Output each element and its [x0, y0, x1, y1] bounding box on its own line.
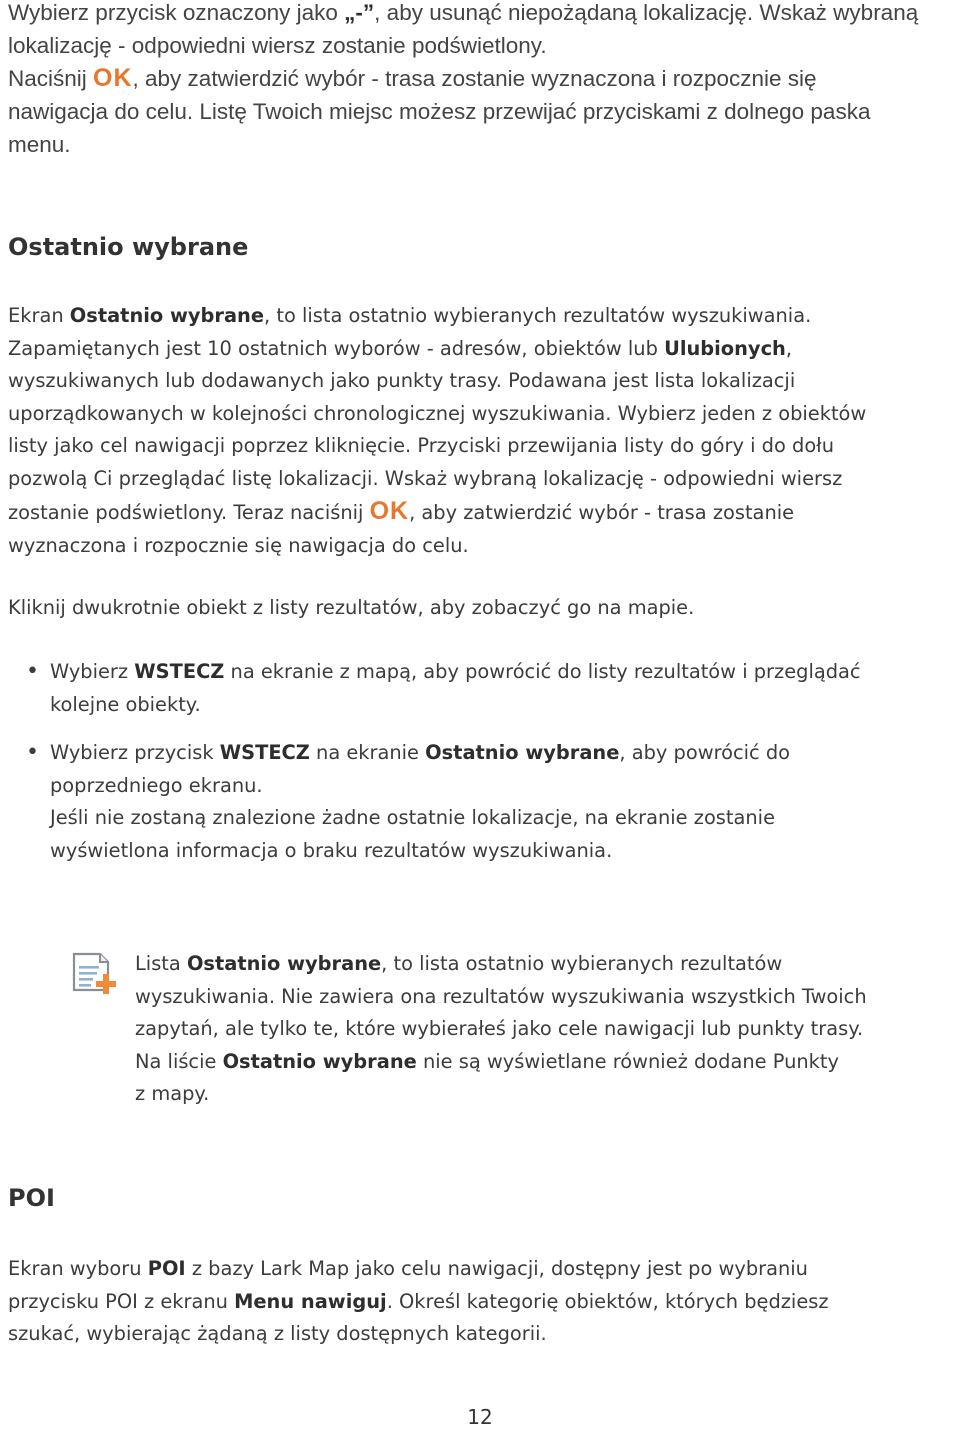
text-line: listy jako cel nawigacji poprzez kliknięcie. Przyciski przewijania listy do góry i do dołu	[8, 434, 834, 457]
text-line: wyznaczona i rozpocznie się nawigacja do celu.	[8, 533, 469, 557]
note-paragraph	[135, 948, 867, 1111]
poi-paragraph	[8, 1253, 829, 1351]
text-line: szukać, wybierając żądaną z listy dostępnych kategorii.	[8, 1322, 547, 1345]
text-line: Ekran wyboru POI z bazy Lark Map jako celu nawigacji, dostępny jest po wybraniu	[8, 1257, 808, 1280]
text-line: Jeśli nie zostaną znalezione żadne ostatnie lokalizacje, na ekranie zostanie	[50, 806, 775, 829]
text-line: przycisku POI z ekranu Menu nawiguj. Określ kategorię obiektów, których będziesz	[8, 1289, 829, 1313]
text-line: Wybierz przycisk oznaczony jako „-”, aby usunąć niepożądaną lokalizację. Wskaż wybraną	[8, 0, 919, 25]
text-line: wyszukiwanych lub dodawanych jako punkty trasy. Podawana jest lista lokalizacji	[8, 369, 796, 392]
section-heading-ostatnio-wybrane: Ostatnio wybrane	[8, 233, 249, 261]
text-line: Na liście Ostatnio wybrane nie są wyświetlane również dodane Punkty	[135, 1049, 839, 1073]
text-line: wyszukiwania. Nie zawiera ona rezultatów wyszukiwania wszystkich Twoich	[135, 984, 867, 1008]
bullet-item	[50, 656, 861, 721]
text-line: menu.	[8, 132, 71, 157]
text-line: z mapy.	[135, 1082, 210, 1105]
text-line: Zapamiętanych jest 10 ostatnich wyborów - adresów, obiektów lub Ulubionych,	[8, 336, 793, 360]
text-line: kolejne obiekty.	[50, 692, 201, 716]
intro-paragraph	[8, 0, 918, 161]
text-line: wyświetlona informacja o braku rezultatów wyszukiwania.	[50, 838, 613, 862]
note-add-icon	[70, 952, 118, 996]
text-line: poprzedniego ekranu.	[50, 773, 263, 797]
text-line: zostanie podświetlony. Teraz naciśnij OK, aby zatwierdzić wybór - trasa zostanie	[8, 497, 795, 525]
page-number: 12	[467, 1405, 493, 1429]
text-line: uporządkowanych w kolejności chronologicznej wyszukiwania. Wybierz jeden z obiektów	[8, 401, 867, 425]
ok-label: OK	[369, 497, 410, 525]
ok-label: OK	[93, 64, 133, 92]
text-line: Wybierz WSTECZ na ekranie z mapą, aby powrócić do listy rezultatów i przeglądać	[50, 660, 861, 683]
section1-paragraph	[8, 300, 866, 562]
section-heading-poi: POI	[8, 1184, 55, 1212]
text-line: nawigacja do celu. Listę Twoich miejsc możesz przewijać przyciskami z dolnego paska	[8, 99, 871, 124]
text-line: Wybierz przycisk WSTECZ na ekranie Ostatnio wybrane, aby powrócić do	[50, 741, 791, 764]
text-line: zapytań, ale tylko te, które wybierałeś jako cele nawigacji lub punkty trasy.	[135, 1017, 864, 1040]
bullet-dot: •	[26, 740, 39, 765]
text-line: Lista Ostatnio wybrane, to lista ostatnio wybieranych rezultatów	[135, 952, 783, 975]
text-line: Kliknij dwukrotnie obiekt z listy rezultatów, aby zobaczyć go na mapie.	[8, 596, 695, 619]
double-click-paragraph	[8, 592, 694, 625]
text-line: lokalizację - odpowiedni wiersz zostanie podświetlony.	[8, 33, 547, 58]
bullet-item	[50, 737, 790, 867]
text-line: pozwolą Ci przeglądać listę lokalizacji. Wskaż wybraną lokalizację - odpowiedni wiersz	[8, 466, 843, 490]
bullet-dot: •	[26, 659, 39, 684]
text-line: Naciśnij OK, aby zatwierdzić wybór - trasa zostanie wyznaczona i rozpocznie się	[8, 64, 817, 92]
text-line: Ekran Ostatnio wybrane, to lista ostatnio wybieranych rezultatów wyszukiwania.	[8, 304, 812, 327]
